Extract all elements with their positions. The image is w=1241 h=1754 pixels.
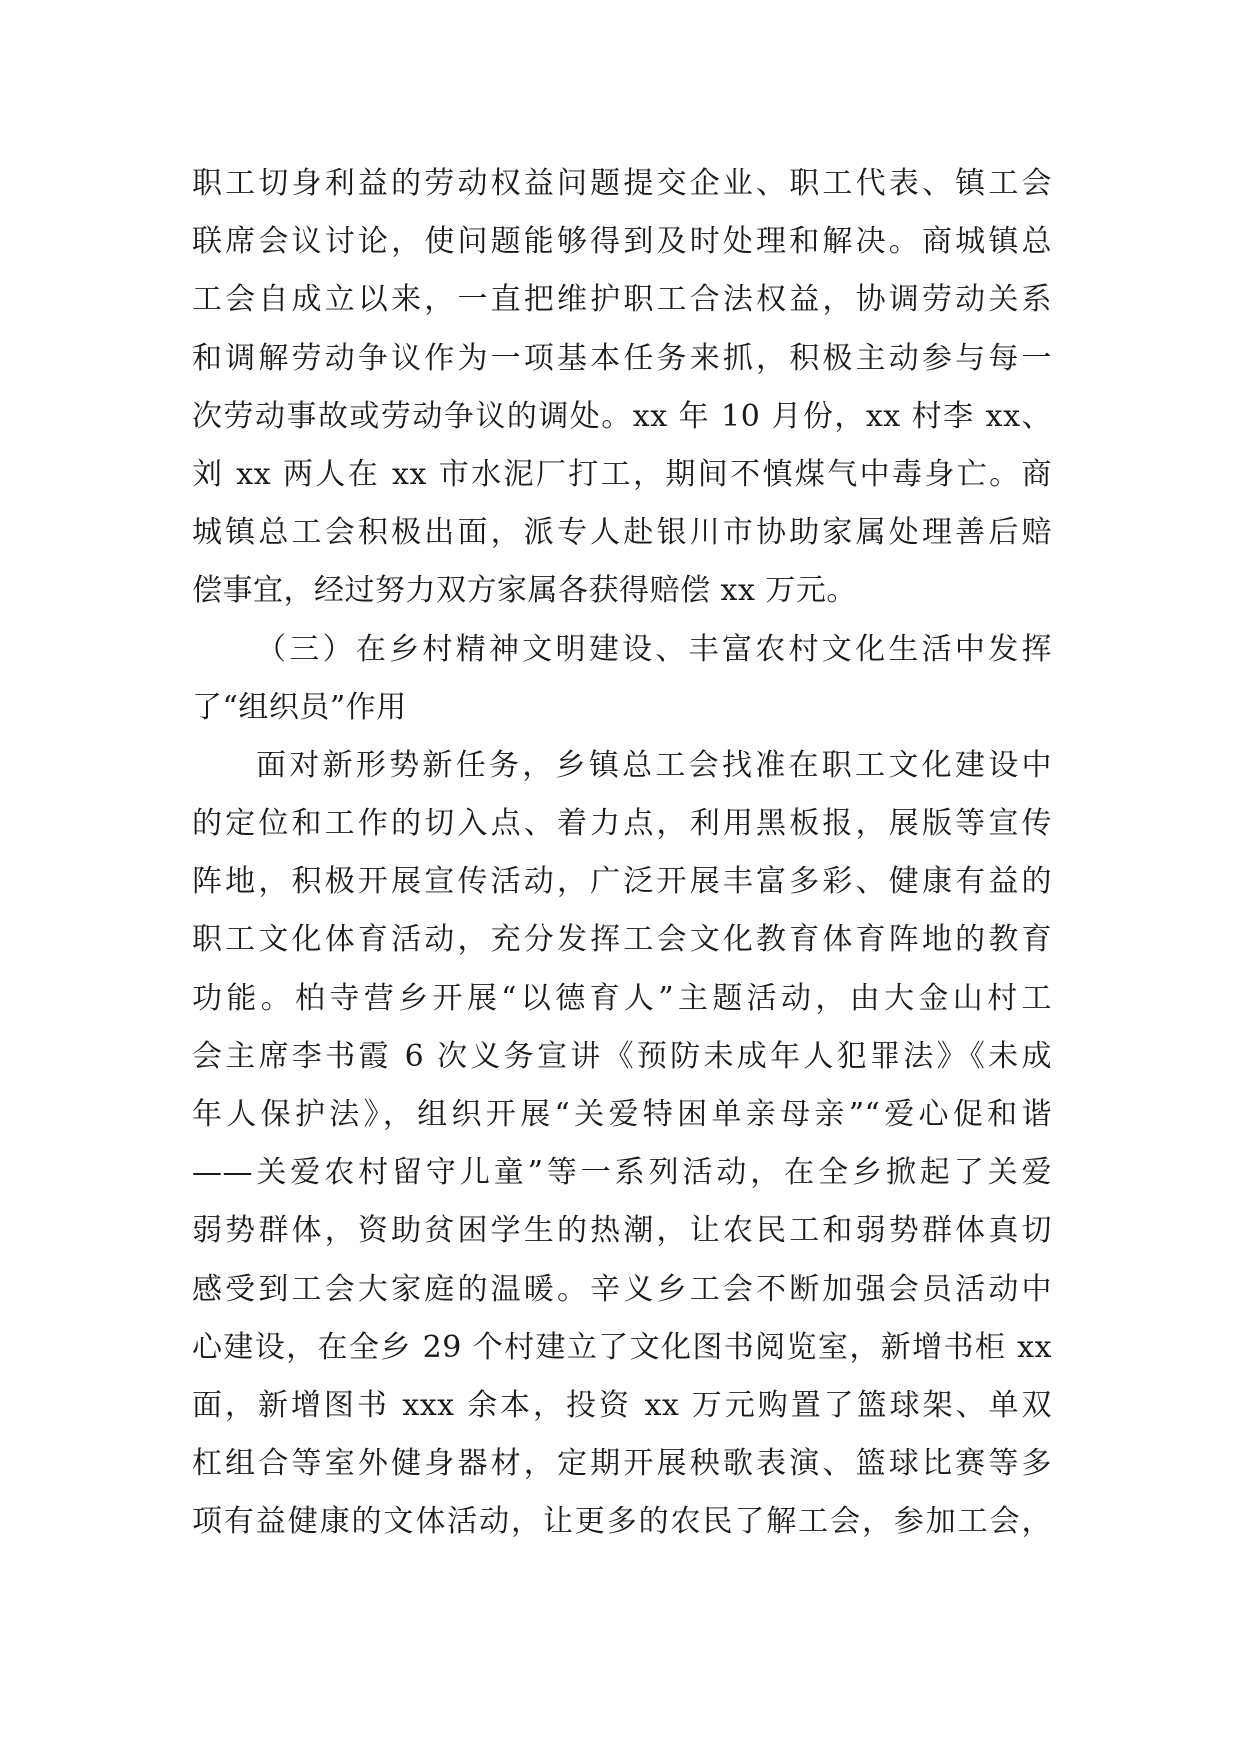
paragraph-line: 弱势群体，资助贫困学生的热潮，让农民工和弱势群体真切 <box>192 1213 1052 1249</box>
paragraph-line: 次劳动事故或劳动争议的调处。xx 年 10 月份，xx 村李 xx、 <box>192 398 1052 434</box>
document-body <box>192 155 1052 1552</box>
paragraph-line: 刘 xx 两人在 xx 市水泥厂打工，期间不慎煤气中毒身亡。商 <box>192 456 1052 492</box>
paragraph-line: 职工切身利益的劳动权益问题提交企业、职工代表、镇工会 <box>192 166 1052 201</box>
section-heading-line: 了“组织员”作用 <box>192 689 407 725</box>
paragraph-line: 工会自成立以来，一直把维护职工合法权益，协调劳动关系 <box>192 282 1052 318</box>
paragraph-line: 面，新增图书 xxx 余本，投资 xx 万元购置了篮球架、单双 <box>192 1387 1052 1423</box>
paragraph-line: 职工文化体育活动，充分发挥工会文化教育体育阵地的教育 <box>192 922 1052 958</box>
paragraph-line: 的定位和工作的切入点、着力点，利用黑板报，展版等宣传 <box>192 806 1052 842</box>
paragraph-line: ——关爱农村留守儿童”等一系列活动，在全乡掀起了关爱 <box>192 1155 1052 1191</box>
section-heading-line: （三）在乡村精神文明建设、丰富农村文化生活中发挥 <box>256 631 1052 667</box>
paragraph-line: 城镇总工会积极出面，派专人赴银川市协助家属处理善后赔 <box>192 515 1052 551</box>
paragraph-line: 会主席李书霞 6 次义务宣讲《预防未成年人犯罪法》《未成 <box>192 1038 1052 1074</box>
paragraph-line: 偿事宜，经过努力双方家属各获得赔偿 xx 万元。 <box>192 573 857 609</box>
paragraph-line: 联席会议讨论，使问题能够得到及时处理和解决。商城镇总 <box>192 224 1052 260</box>
paragraph-line: 杠组合等室外健身器材，定期开展秧歌表演、篮球比赛等多 <box>192 1446 1052 1482</box>
paragraph-line: 阵地，积极开展宣传活动，广泛开展丰富多彩、健康有益的 <box>192 864 1052 900</box>
paragraph-line: 感受到工会大家庭的温暖。辛义乡工会不断加强会员活动中 <box>192 1271 1052 1307</box>
paragraph-line: 和调解劳动争议作为一项基本任务来抓，积极主动参与每一 <box>192 340 1052 376</box>
paragraph-line: 项有益健康的文体活动，让更多的农民了解工会，参加工会， <box>192 1504 1052 1540</box>
paragraph-line: 面对新形势新任务，乡镇总工会找准在职工文化建设中 <box>256 747 1052 783</box>
paragraph-line: 心建设，在全乡 29 个村建立了文化图书阅览室，新增书柜 xx <box>192 1329 1052 1365</box>
paragraph-line: 年人保护法》，组织开展“关爱特困单亲母亲”“爱心促和谐 <box>192 1097 1052 1132</box>
paragraph-line: 功能。柏寺营乡开展“以德育人”主题活动，由大金山村工 <box>192 980 1052 1016</box>
